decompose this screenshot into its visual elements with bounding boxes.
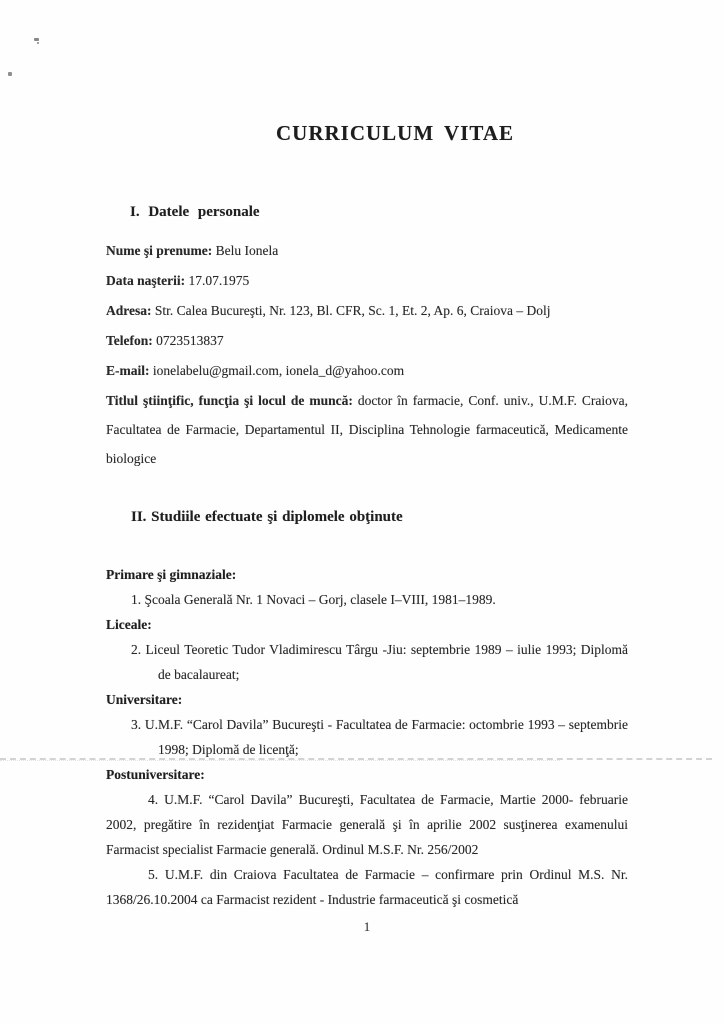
study-item-3-number: 3. [131,717,142,732]
study-item-4-text: U.M.F. “Carol Davila” Bucureşti, Facultatea de Farmacie, Martie 2000- februarie 2002, pregătire în rezidenţiat Farmacie generală şi în aprilie 2002 susţinerea examenului Farmacist specialist Farmacie generală. Ordinul M.S.F. Nr. 256/2002 [106,792,628,857]
study-item-1-number: 1. [131,592,142,607]
study-item-4-number: 4. [148,792,159,807]
study-item-2-number: 2. [131,642,142,657]
field-address-value: Str. Calea Bucureşti, Nr. 123, Bl. CFR, Sc. 1, Et. 2, Ap. 6, Craiova – Dolj [151,303,551,318]
field-email-value: ionelabelu@gmail.com, ionela_d@yahoo.com [149,363,405,378]
field-phone-label: Telefon: [106,333,153,348]
field-name-label: Nume şi prenume: [106,243,213,258]
field-birthdate-label: Data naşterii: [106,273,186,288]
field-birthdate-value: 17.07.1975 [185,273,250,288]
study-item-3 [106,712,628,762]
field-address-label: Adresa: [106,303,152,318]
study-item-1 [106,587,628,612]
scan-speckle [8,72,12,76]
field-job-title-value: doctor în farmacie, Conf. univ., U.M.F. Craiova, Facultatea de Farmacie, Departamentul II, Disciplina Tehnologie farmaceutică, Medicamente biologice [106,393,628,466]
study-item-3-text: U.M.F. “Carol Davila” Bucureşti - Facultatea de Farmacie: octombrie 1993 – septembrie 1998; Diplomă de licenţă; [141,717,628,757]
study-item-5-text: U.M.F. din Craiova Facultatea de Farmacie – confirmare prin Ordinul M.S. Nr. 1368/26.10.2004 ca Farmacist rezident - Industrie farmaceutică şi cosmetică [106,867,628,907]
field-phone [106,326,628,356]
scan-speckle [34,38,39,41]
group-label-postgraduate: Postuniversitare: [106,767,205,782]
field-birthdate [106,266,628,296]
personal-data-fields [106,236,628,473]
field-job-title-label: Titlul ştiinţific, funcţia şi locul de muncă: [106,393,353,408]
studies-list [106,562,628,912]
study-item-2-text: Liceul Teoretic Tudor Vladimirescu Târgu -Jiu: septembrie 1989 – iulie 1993; Diplomă de bacalaureat; [141,642,628,682]
document-content [0,121,724,935]
study-item-2 [106,637,628,687]
field-email [106,356,628,386]
group-label-high-school: Liceale: [106,617,152,632]
field-name [106,236,628,266]
document-title: CURRICULUM VITAE [276,121,514,145]
study-item-5-number: 5. [148,867,159,882]
field-address [106,296,628,326]
field-job-title [106,386,628,473]
section-heading-personal-data: I. Datele personale [130,204,260,220]
group-label-university: Universitare: [106,692,183,707]
study-item-1-text: Şcoala Generală Nr. 1 Novaci – Gorj, clasele I–VIII, 1981–1989. [141,592,496,607]
section-heading-studies: II. Studiile efectuate şi diplomele obţinute [131,509,403,525]
field-phone-value: 0723513837 [152,333,224,348]
page-number: 1 [363,919,371,934]
study-item-4 [106,787,628,862]
group-label-primary-school: Primare şi gimnaziale: [106,567,237,582]
study-item-5 [106,862,628,912]
field-email-label: E-mail: [106,363,150,378]
field-name-value: Belu Ionela [212,243,279,258]
